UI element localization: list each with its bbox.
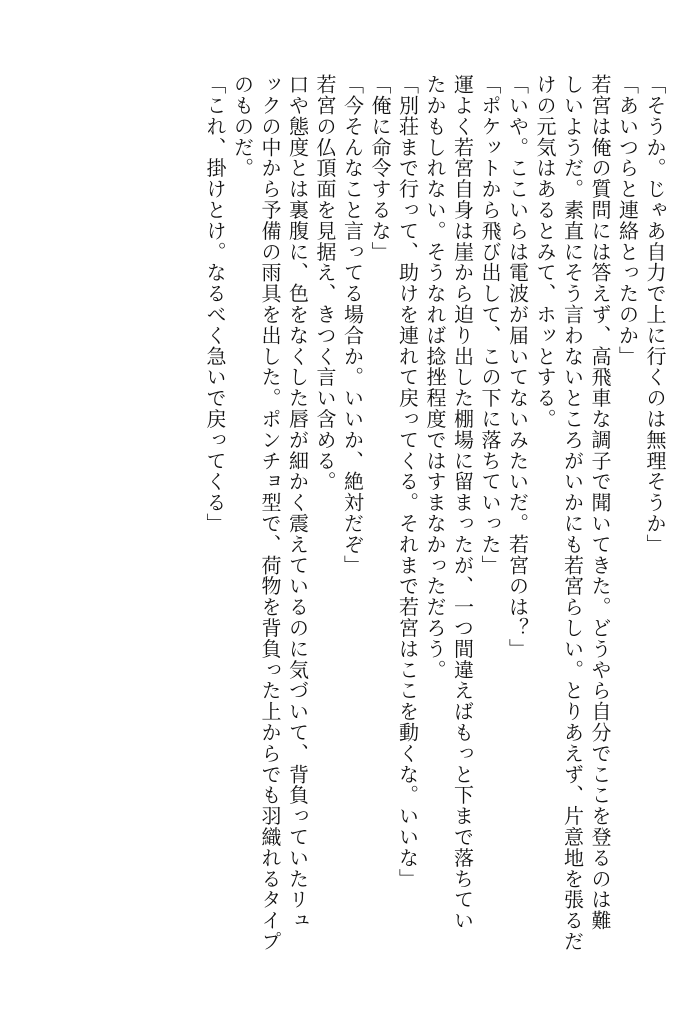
text-line: 「そうか。じゃあ自力で上に行くのは無理そうか」	[643, 74, 667, 555]
text-line: 若宮は俺の質問には答えず、高飛車な調子で聞いてきた。どうやら自分でここを登るのは難	[588, 74, 612, 931]
text-line: 「あいつらと連絡とったのか」	[615, 74, 640, 367]
text-line: ックの中から予備の雨具を出した。ポンチョ型で、荷物を背負った上からでも羽織れるタイプ	[258, 74, 282, 952]
text-line: 「俺に命令するな」	[368, 74, 392, 263]
text-line: 「今そんなこと言ってる場合か。いいか、絶対だぞ」	[340, 74, 365, 576]
text-line: 運よく若宮自身は崖から迫り出した棚場に留まったが、一つ間違えばもっと下まで落ちてい	[450, 74, 475, 931]
text-line: 口や態度とは裏腹に、色をなくした唇が細かく震えているのに気づいて、背負っていたリュ	[285, 74, 310, 931]
text-line: 「いや。ここいらは電波が届いてないみたいだ。若宮のは？」	[505, 74, 530, 660]
text-line: たかもしれない。そうなれば捻挫程度ではすまなかっただろう。	[423, 74, 447, 681]
text-line: 「これ、掛けとけ。なるべく急いで戻ってくる」	[203, 74, 227, 534]
text-line: のものだ。	[230, 74, 255, 179]
text-line: 「ポケットから飛び出して、この下に落ちていった」	[478, 74, 502, 576]
vertical-text-body	[201, 74, 669, 954]
text-line: 「別荘まで行って、助けを連れて戻ってくる。それまで若宮はここを動くな。いいな」	[395, 74, 420, 890]
text-line: しいようだ。素直にそう言わないところがいかにも若宮らしい。とりあえず、片意地を張るだ	[560, 74, 585, 952]
text-line: けの元気はあるとみて、ホッとする。	[533, 74, 557, 430]
text-line: 若宮の仏頂面を見据え、きつく言い含める。	[313, 74, 337, 492]
